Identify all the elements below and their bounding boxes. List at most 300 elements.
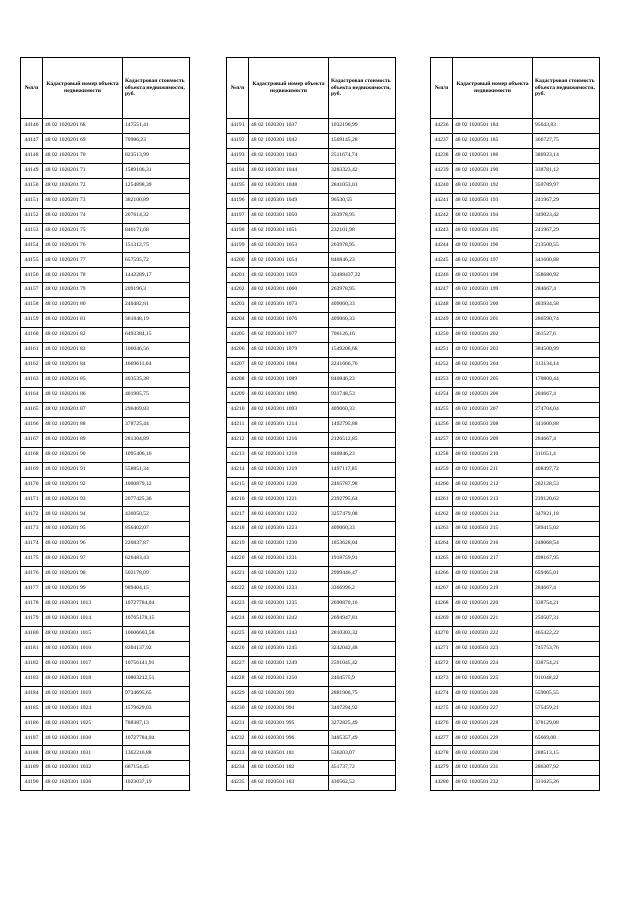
row-number: 44204 — [227, 313, 249, 328]
cadastral-number: 48 02 1020301 1089 — [249, 372, 329, 387]
table-row — [431, 238, 600, 253]
row-number: 44232 — [227, 731, 249, 746]
cadastral-value: 349023,42 — [533, 208, 600, 223]
cadastral-number: 48 02 1020301 1214 — [249, 417, 329, 432]
table-row — [431, 492, 600, 507]
cadastral-value: 232101,98 — [329, 223, 396, 238]
cadastral-value: 284667,4 — [533, 432, 600, 447]
cadastral-number: 48 02 1020201 77 — [43, 253, 123, 268]
row-number: 44147 — [21, 133, 43, 148]
header-cadastral-value: Кадастровая стоимость объекта недвижимости, руб. — [123, 58, 190, 119]
row-number: 44279 — [431, 761, 453, 776]
table-row — [21, 656, 190, 671]
table-row — [227, 537, 396, 552]
row-number: 44238 — [431, 148, 453, 163]
cadastral-number: 48 02 1020201 86 — [43, 387, 123, 402]
table-row — [227, 402, 396, 417]
table-row — [21, 343, 190, 358]
cadastral-number: 48 02 1020301 1249 — [249, 656, 329, 671]
table-row — [227, 358, 396, 373]
cadastral-number: 48 02 1020301 1232 — [249, 567, 329, 582]
cadastral-value: 1918759,91 — [329, 552, 396, 567]
cadastral-number: 48 02 1020201 99 — [43, 582, 123, 597]
table-row — [431, 447, 600, 462]
cadastral-number: 48 02 1020301 1016 — [43, 641, 123, 656]
table-row — [431, 163, 600, 178]
row-number: 44162 — [21, 358, 43, 373]
cadastral-value: 3242042,48 — [329, 641, 396, 656]
cadastral-value: 840846,23 — [329, 447, 396, 462]
table-row — [431, 119, 600, 134]
row-number: 44191 — [227, 119, 249, 134]
row-number: 44189 — [21, 761, 43, 776]
cadastral-value: 65669,08 — [533, 731, 600, 746]
row-number: 44163 — [21, 372, 43, 387]
cadastral-value: 706126,16 — [329, 328, 396, 343]
cadastral-number: 48 02 1020201 93 — [43, 492, 123, 507]
cadastral-number: 48 02 1020301 1219 — [249, 462, 329, 477]
table-row — [227, 298, 396, 313]
row-number: 44272 — [431, 656, 453, 671]
cadastral-number: 48 02 1020301 1013 — [43, 597, 123, 612]
cadastral-value: 338754,21 — [533, 597, 600, 612]
cadastral-number: 48 02 1020201 98 — [43, 567, 123, 582]
row-number: 44173 — [21, 522, 43, 537]
table-row — [227, 597, 396, 612]
cadastral-value: 408497,72 — [533, 462, 600, 477]
table-row — [21, 358, 190, 373]
cadastral-number: 48 02 1020501 223 — [453, 641, 533, 656]
row-number: 44246 — [431, 268, 453, 283]
row-number: 44177 — [21, 582, 43, 597]
table-row — [21, 492, 190, 507]
table-row — [227, 582, 396, 597]
row-number: 44254 — [431, 387, 453, 402]
cadastral-value: 840846,23 — [329, 372, 396, 387]
table-row — [227, 283, 396, 298]
row-number: 44148 — [21, 148, 43, 163]
cadastral-number: 48 02 1020501 209 — [453, 432, 533, 447]
row-number: 44224 — [227, 611, 249, 626]
cadastral-number: 48 02 1020301 994 — [249, 701, 329, 716]
cadastral-value: 2690870,16 — [329, 597, 396, 612]
cadastral-value: 170800,44 — [533, 372, 600, 387]
table-row — [227, 656, 396, 671]
cadastral-number: 48 02 1020301 1093 — [249, 402, 329, 417]
table-row — [227, 477, 396, 492]
table-row — [21, 761, 190, 776]
table-row — [227, 253, 396, 268]
cadastral-value: 2392795,64 — [329, 492, 396, 507]
row-number: 44258 — [431, 447, 453, 462]
table-row — [21, 119, 190, 134]
row-number: 44210 — [227, 402, 249, 417]
cadastral-value: 3257479,08 — [329, 507, 396, 522]
cadastral-number: 48 02 1020301 1073 — [249, 298, 329, 313]
row-number: 44256 — [431, 417, 453, 432]
cadastral-number: 48 02 1020501 194 — [453, 208, 533, 223]
table-row — [21, 163, 190, 178]
cadastral-value: 483934,58 — [533, 298, 600, 313]
row-number: 44250 — [431, 328, 453, 343]
table-row — [21, 328, 190, 343]
table-row — [21, 671, 190, 686]
cadastral-value: 151312,75 — [123, 238, 190, 253]
table-row — [227, 372, 396, 387]
row-number: 44242 — [431, 208, 453, 223]
row-number: 44175 — [21, 552, 43, 567]
header-num: №п/п — [227, 58, 249, 119]
cadastral-value: 248068,54 — [533, 537, 600, 552]
cadastral-value: 70986,23 — [123, 133, 190, 148]
cadastral-value: 846171,68 — [123, 223, 190, 238]
row-number: 44270 — [431, 626, 453, 641]
table-row — [431, 178, 600, 193]
row-number: 44149 — [21, 163, 43, 178]
row-number: 44209 — [227, 387, 249, 402]
table-row — [227, 223, 396, 238]
row-number: 44202 — [227, 283, 249, 298]
cadastral-value: 33488437,32 — [329, 268, 396, 283]
row-number: 44274 — [431, 686, 453, 701]
row-number: 44151 — [21, 193, 43, 208]
cadastral-number: 48 02 1020501 228 — [453, 716, 533, 731]
cadastral-value: 361527,6 — [533, 328, 600, 343]
cadastral-value: 263978,95 — [329, 238, 396, 253]
cadastral-value: 911048,22 — [533, 671, 600, 686]
table-row — [227, 268, 396, 283]
row-number: 44186 — [21, 716, 43, 731]
table-row — [431, 761, 600, 776]
cadastral-number: 48 02 1020201 79 — [43, 283, 123, 298]
row-number: 44231 — [227, 716, 249, 731]
row-number: 44257 — [431, 432, 453, 447]
table-row — [431, 283, 600, 298]
row-number: 44146 — [21, 119, 43, 134]
table-row — [227, 522, 396, 537]
row-number: 44153 — [21, 223, 43, 238]
table-row — [21, 716, 190, 731]
row-number: 44215 — [227, 477, 249, 492]
cadastral-number: 48 02 1020501 182 — [249, 761, 329, 776]
table-row — [227, 193, 396, 208]
cadastral-number: 48 02 1020301 1222 — [249, 507, 329, 522]
table-row — [21, 313, 190, 328]
table-row — [21, 417, 190, 432]
table-row — [21, 611, 190, 626]
cadastral-value: 378129,08 — [533, 716, 600, 731]
cadastral-number: 48 02 1020201 70 — [43, 148, 123, 163]
row-number: 44164 — [21, 387, 43, 402]
cadastral-number: 48 02 1020201 96 — [43, 537, 123, 552]
row-number: 44193 — [227, 148, 249, 163]
table-row — [21, 507, 190, 522]
row-number: 44168 — [21, 447, 43, 462]
cadastral-number: 48 02 1020501 190 — [453, 163, 533, 178]
cadastral-number: 48 02 1020501 222 — [453, 626, 533, 641]
cadastral-number: 48 02 1020501 220 — [453, 597, 533, 612]
row-number: 44260 — [431, 477, 453, 492]
table-row — [227, 716, 396, 731]
row-number: 44225 — [227, 626, 249, 641]
table-row — [21, 402, 190, 417]
table-row — [431, 701, 600, 716]
cadastral-number: 48 02 1020501 221 — [453, 611, 533, 626]
table-row — [21, 193, 190, 208]
cadastral-value: 10606603,58 — [123, 626, 190, 641]
table-row — [431, 731, 600, 746]
table-row — [431, 148, 600, 163]
cadastral-value: 1549206,68 — [329, 343, 396, 358]
cadastral-value: 3407294,92 — [329, 701, 396, 716]
cadastre-table-2 — [226, 57, 396, 791]
cadastral-number: 48 02 1020501 197 — [453, 253, 533, 268]
row-number: 44159 — [21, 313, 43, 328]
cadastral-value: 2404575,9 — [329, 671, 396, 686]
cadastral-value: 10727784,04 — [123, 597, 190, 612]
cadastral-value: 209196,3 — [123, 283, 190, 298]
cadastral-value: 263978,95 — [329, 208, 396, 223]
row-number: 44194 — [227, 163, 249, 178]
row-number: 44243 — [431, 223, 453, 238]
cadastral-value: 382100,89 — [123, 193, 190, 208]
row-number: 44171 — [21, 492, 43, 507]
table-row — [431, 298, 600, 313]
header-cadastral-value: Кадастровая стоимость объекта недвижимости, руб. — [533, 58, 600, 119]
row-number: 44157 — [21, 283, 43, 298]
cadastral-value: 788387,13 — [123, 716, 190, 731]
table-row — [21, 283, 190, 298]
cadastral-number: 48 02 1020301 1235 — [249, 597, 329, 612]
cadastral-value: 409060,33 — [329, 522, 396, 537]
row-number: 44267 — [431, 582, 453, 597]
cadastral-number: 48 02 1020301 1059 — [249, 268, 329, 283]
row-number: 44248 — [431, 298, 453, 313]
row-number: 44239 — [431, 163, 453, 178]
cadastral-number: 48 02 1020501 214 — [453, 507, 533, 522]
cadastral-number: 48 02 1020201 84 — [43, 358, 123, 373]
header-num: №п/п — [21, 58, 43, 119]
cadastral-number: 48 02 1020201 73 — [43, 193, 123, 208]
cadastral-value: 536203,07 — [329, 746, 396, 761]
row-number: 44271 — [431, 641, 453, 656]
cadastral-value: 239120,62 — [533, 492, 600, 507]
cadastral-value: 286590,74 — [533, 313, 600, 328]
row-number: 44200 — [227, 253, 249, 268]
table-row — [227, 641, 396, 656]
row-number: 44206 — [227, 343, 249, 358]
table-row — [21, 223, 190, 238]
table-row — [227, 238, 396, 253]
table-row — [227, 313, 396, 328]
row-number: 44251 — [431, 343, 453, 358]
cadastral-number: 48 02 1020501 201 — [453, 313, 533, 328]
table-row — [431, 387, 600, 402]
cadastral-value: 1023037,19 — [123, 776, 190, 791]
cadastral-value: 559005,55 — [533, 686, 600, 701]
table-row — [431, 313, 600, 328]
row-number: 44198 — [227, 223, 249, 238]
cadastral-value: 281304,89 — [123, 432, 190, 447]
table-row — [227, 626, 396, 641]
table-row — [21, 552, 190, 567]
cadastral-value: 1579629,03 — [123, 701, 190, 716]
table-row — [227, 731, 396, 746]
row-number: 44218 — [227, 522, 249, 537]
row-number: 44211 — [227, 417, 249, 432]
table-row — [431, 611, 600, 626]
cadastral-number: 48 02 1020501 184 — [453, 119, 533, 134]
table-row — [21, 731, 190, 746]
row-number: 44253 — [431, 372, 453, 387]
cadastral-number: 48 02 1020301 1054 — [249, 253, 329, 268]
table-row — [227, 208, 396, 223]
cadastral-number: 48 02 1020501 207 — [453, 402, 533, 417]
cadastral-number: 48 02 1020301 1231 — [249, 552, 329, 567]
table-row — [431, 372, 600, 387]
row-number: 44221 — [227, 567, 249, 582]
row-number: 44240 — [431, 178, 453, 193]
row-number: 44234 — [227, 761, 249, 776]
cadastral-number: 48 02 1020301 1017 — [43, 656, 123, 671]
cadastral-value: 1095406,16 — [123, 447, 190, 462]
table-row — [431, 716, 600, 731]
table-row — [431, 626, 600, 641]
cadastral-number: 48 02 1020301 1048 — [249, 178, 329, 193]
table-row — [21, 597, 190, 612]
row-number: 44192 — [227, 133, 249, 148]
row-number: 44217 — [227, 507, 249, 522]
table-row — [227, 492, 396, 507]
cadastral-value: 687154,45 — [123, 761, 190, 776]
cadastral-number: 48 02 1020201 89 — [43, 432, 123, 447]
cadastral-value: 465422,22 — [533, 626, 600, 641]
cadastral-value: 96530,55 — [329, 193, 396, 208]
cadastral-number: 48 02 1020201 72 — [43, 178, 123, 193]
row-number: 44276 — [431, 716, 453, 731]
cadastral-value: 226837,87 — [123, 537, 190, 552]
table-row — [431, 746, 600, 761]
cadastral-value: 378725,44 — [123, 417, 190, 432]
cadastral-value: 284667,4 — [533, 283, 600, 298]
table-row — [21, 641, 190, 656]
row-number: 44213 — [227, 447, 249, 462]
cadastral-number: 48 02 1020301 1030 — [43, 731, 123, 746]
cadastral-value: 213500,55 — [533, 238, 600, 253]
cadastral-number: 48 02 1020301 1250 — [249, 671, 329, 686]
cadastral-value: 1497117,85 — [329, 462, 396, 477]
table-row — [227, 567, 396, 582]
cadastral-value: 1492795,88 — [329, 417, 396, 432]
cadastral-value: 931748,53 — [329, 387, 396, 402]
table-row — [21, 148, 190, 163]
row-number: 44230 — [227, 701, 249, 716]
table-row — [227, 761, 396, 776]
cadastral-number: 48 02 1020201 87 — [43, 402, 123, 417]
table-row — [227, 178, 396, 193]
row-number: 44199 — [227, 238, 249, 253]
row-number: 44170 — [21, 477, 43, 492]
table-row — [431, 671, 600, 686]
row-number: 44262 — [431, 507, 453, 522]
cadastral-number: 48 02 1020301 1019 — [43, 686, 123, 701]
row-number: 44269 — [431, 611, 453, 626]
table-row — [431, 343, 600, 358]
cadastral-number: 48 02 1020301 1233 — [249, 582, 329, 597]
cadastral-value: 361848,19 — [123, 313, 190, 328]
cadastral-value: 286307,92 — [533, 761, 600, 776]
cadastral-value: 284667,4 — [533, 387, 600, 402]
header-cadastral-number: Кадастровый номер объекта недвижимости — [453, 58, 533, 119]
row-number: 44152 — [21, 208, 43, 223]
table-row — [227, 507, 396, 522]
cadastral-number: 48 02 1020501 224 — [453, 656, 533, 671]
row-number: 44190 — [21, 776, 43, 791]
cadastral-value: 409060,33 — [329, 313, 396, 328]
cadastral-value: 8204137,92 — [123, 641, 190, 656]
cadastral-number: 48 02 1020301 1216 — [249, 432, 329, 447]
cadastral-value: 338754,21 — [533, 656, 600, 671]
row-number: 44158 — [21, 298, 43, 313]
cadastral-value: 384500,99 — [533, 343, 600, 358]
row-number: 44244 — [431, 238, 453, 253]
cadastral-number: 48 02 1020501 232 — [453, 776, 533, 791]
cadastral-value: 341600,88 — [533, 417, 600, 432]
cadastre-table-1 — [20, 57, 190, 791]
table-row — [227, 746, 396, 761]
cadastral-value: 358680,92 — [533, 268, 600, 283]
row-number: 44179 — [21, 611, 43, 626]
cadastral-number: 48 02 1020201 90 — [43, 447, 123, 462]
cadastral-value: 350789,97 — [533, 178, 600, 193]
cadastral-value: 989404,15 — [123, 582, 190, 597]
cadastral-number: 48 02 1020501 199 — [453, 283, 533, 298]
table-row — [21, 432, 190, 447]
cadastral-number: 48 02 1020501 210 — [453, 447, 533, 462]
table-row — [431, 776, 600, 791]
table-row — [227, 432, 396, 447]
cadastral-number: 48 02 1020201 82 — [43, 328, 123, 343]
cadastral-value: 2881906,75 — [329, 686, 396, 701]
table-row — [431, 133, 600, 148]
row-number: 44220 — [227, 552, 249, 567]
cadastral-value: 274704,04 — [533, 402, 600, 417]
cadastral-number: 48 02 1020301 1049 — [249, 193, 329, 208]
cadastral-number: 48 02 1020201 74 — [43, 208, 123, 223]
cadastral-number: 48 02 1020301 1242 — [249, 611, 329, 626]
table-row — [227, 163, 396, 178]
cadastral-number: 48 02 1020301 1044 — [249, 163, 329, 178]
table-row — [21, 447, 190, 462]
table-row — [21, 567, 190, 582]
table-row — [431, 656, 600, 671]
cadastral-number: 48 02 1020201 75 — [43, 223, 123, 238]
cadastral-number: 48 02 1020501 229 — [453, 731, 533, 746]
cadastral-value: 106046,56 — [123, 343, 190, 358]
table-row — [227, 686, 396, 701]
row-number: 44236 — [431, 119, 453, 134]
cadastral-number: 48 02 1020301 1037 — [249, 119, 329, 134]
cadastral-number: 48 02 1020301 1220 — [249, 477, 329, 492]
cadastral-value: 575459,21 — [533, 701, 600, 716]
cadastral-number: 48 02 1020501 225 — [453, 671, 533, 686]
cadastral-value: 338781,12 — [533, 163, 600, 178]
table-row — [21, 477, 190, 492]
cadastral-value: 386923,14 — [533, 148, 600, 163]
table-row — [227, 119, 396, 134]
cadastral-value: 823513,99 — [123, 148, 190, 163]
cadastral-number: 48 02 1020501 185 — [453, 133, 533, 148]
